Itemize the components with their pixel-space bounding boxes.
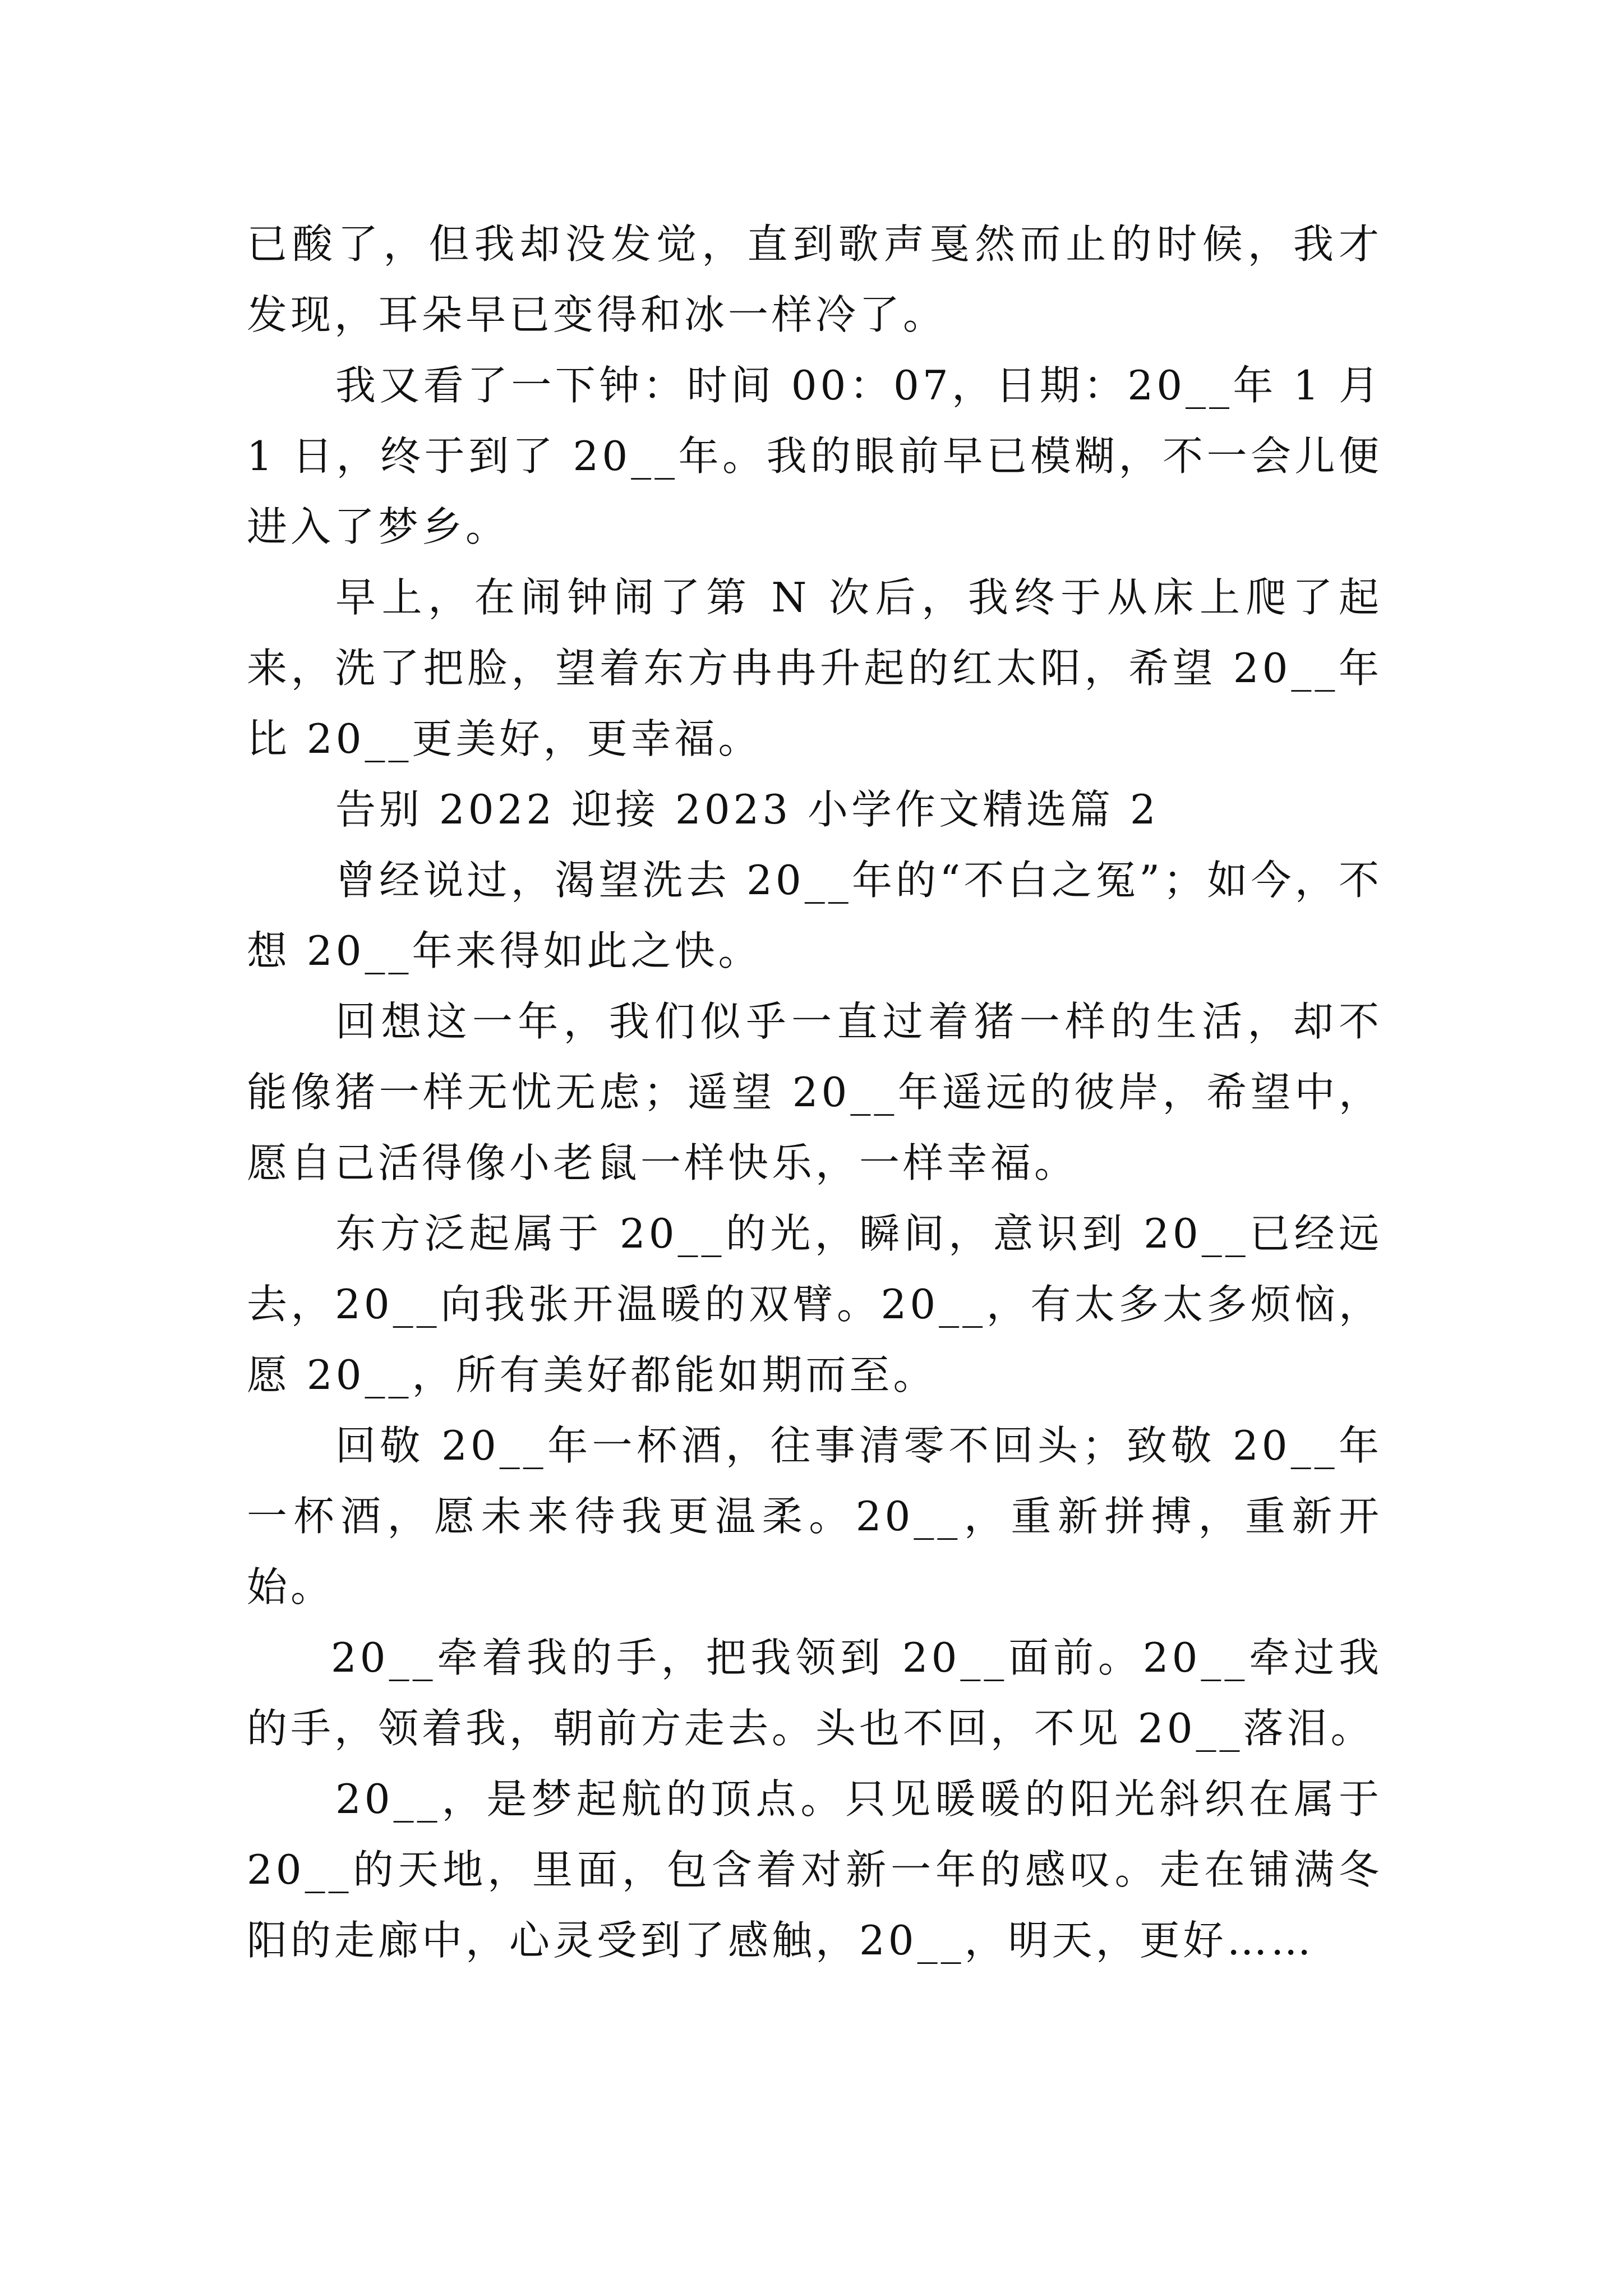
paragraph-east-light: 东方泛起属于 20__的光，瞬间，意识到 20__已经远去，20__向我张开温暖的双臂。20__，有太多太多烦恼，愿 20__，所有美好都能如期而至。 <box>247 1210 1382 1398</box>
paragraph-recall: 回想这一年，我们似乎一直过着猪一样的生活，却不能像猪一样无忧无虑；遥望 20__年遥远的彼岸，希望中，愿自己活得像小老鼠一样快乐，一样幸福。 <box>247 998 1382 1186</box>
paragraph-continuation: 已酸了，但我却没发觉，直到歌声戛然而止的时候，我才发现，耳朵早已变得和冰一样冷了。 <box>247 220 1382 338</box>
document-body <box>247 209 1382 1976</box>
paragraph-wish: 曾经说过，渴望洗去 20__年的“不白之冤”；如今，不想 20__年来得如此之快。 <box>247 857 1382 974</box>
section-heading: 告别 2022 迎接 2023 小学作文精选篇 2 <box>335 786 1159 833</box>
paragraph-dream: 20__，是梦起航的顶点。只见暖暖的阳光斜织在属于 20__的天地，里面，包含着对新一年的感叹。走在铺满冬阳的走廊中，心灵受到了感触，20__，明天，更好…… <box>247 1775 1382 1964</box>
paragraph-hand: 20__牵着我的手，把我领到 20__面前。20__牵过我的手，领着我，朝前方走去。头也不回，不见 20__落泪。 <box>247 1634 1382 1752</box>
paragraph-clock: 我又看了一下钟：时间 00：07，日期：20__年 1 月 1 日，终于到了 20__年。我的眼前早已模糊，不一会儿便进入了梦乡。 <box>247 362 1382 550</box>
paragraph-toast: 回敬 20__年一杯酒，往事清零不回头；致敬 20__年一杯酒，愿未来待我更温柔。20__，重新拼搏，重新开始。 <box>247 1422 1382 1611</box>
paragraph-morning: 早上，在闹钟闹了第 N 次后，我终于从床上爬了起来，洗了把脸，望着东方冉冉升起的红太阳，希望 20__年比 20__更美好，更幸福。 <box>247 574 1382 762</box>
